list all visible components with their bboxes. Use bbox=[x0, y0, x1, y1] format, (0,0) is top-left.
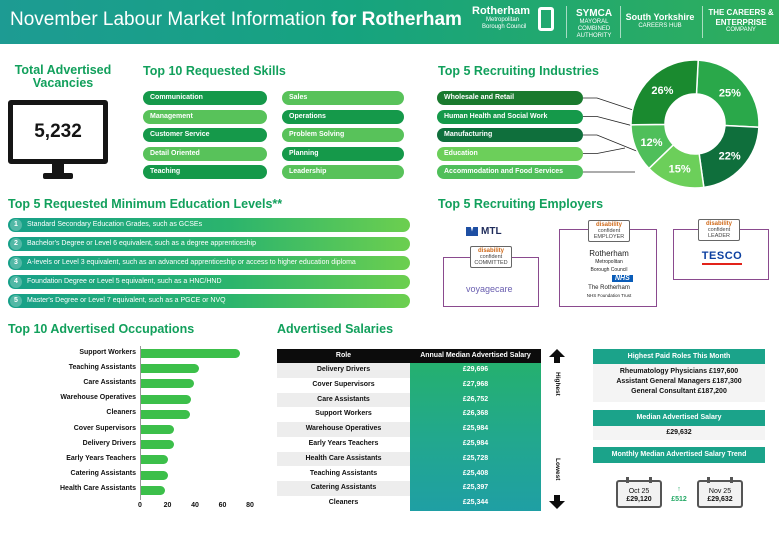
skills-col1 bbox=[143, 91, 267, 179]
salary-value-cell: £25,397 bbox=[462, 484, 489, 492]
arrow-down-icon bbox=[549, 495, 565, 509]
rotherham-r-icon bbox=[538, 7, 554, 31]
salary-row bbox=[277, 407, 541, 422]
trend-left-value: £29,120 bbox=[626, 496, 652, 503]
industries-heading: Top 5 Recruiting Industries bbox=[438, 64, 599, 78]
donut-slice-label: 25% bbox=[718, 87, 741, 100]
occupation-x-tick: 60 bbox=[218, 502, 227, 509]
occupation-label: Health Care Assistants bbox=[60, 485, 136, 493]
salary-role-cell: Support Workers bbox=[277, 407, 410, 422]
education-item bbox=[8, 218, 410, 232]
occupation-label: Cleaners bbox=[106, 409, 136, 417]
salary-value-cell: £25,728 bbox=[462, 454, 489, 462]
education-text: Foundation Degree or Level 5 equivalent, such as a HNC/HND bbox=[27, 278, 222, 285]
education-number: 2 bbox=[10, 238, 22, 250]
occupation-bar bbox=[140, 349, 240, 358]
occupation-label: Care Assistants bbox=[83, 378, 136, 386]
badge-text: confident bbox=[479, 254, 503, 260]
logo-text: Rotherham bbox=[472, 5, 531, 17]
salary-row bbox=[277, 496, 541, 511]
badge-text: confident bbox=[597, 228, 621, 234]
occupation-bar bbox=[140, 425, 174, 434]
salary-value-cell: £25,984 bbox=[462, 425, 489, 433]
logo-text: SYMCA bbox=[575, 8, 613, 19]
calendar-nov-icon bbox=[697, 480, 743, 508]
monitor-stand bbox=[52, 164, 64, 173]
salary-row bbox=[277, 378, 541, 393]
highest-paid-item: Rheumatology Physicians £197,600 bbox=[619, 368, 739, 375]
badge-text: LEADER bbox=[707, 233, 730, 239]
mtl-logo bbox=[466, 226, 502, 237]
lowest-label: Lowest bbox=[554, 458, 561, 481]
salary-role-cell: Cover Supervisors bbox=[277, 378, 410, 393]
header-banner bbox=[0, 0, 779, 44]
salary-table-header bbox=[277, 349, 541, 363]
mtl-mark-icon bbox=[466, 227, 478, 236]
highest-label: Highest bbox=[554, 372, 561, 396]
voyagecare-logo: voyagecare bbox=[466, 284, 513, 294]
median-heading: Median Advertised Salary bbox=[593, 410, 765, 426]
education-number: 1 bbox=[10, 219, 22, 231]
role-column-header: Role bbox=[335, 352, 352, 359]
page-title bbox=[10, 9, 462, 31]
occupation-axis-line bbox=[140, 346, 141, 500]
salary-row bbox=[277, 481, 541, 496]
median-value: £29,632 bbox=[593, 426, 765, 440]
rotherham-council-employer-logo bbox=[560, 250, 658, 274]
calendar-ring bbox=[626, 477, 629, 483]
calendar-ring bbox=[707, 477, 710, 483]
occupation-x-tick: 20 bbox=[163, 502, 172, 509]
badge-text: EMPLOYER bbox=[593, 234, 625, 240]
industry-pill: Education bbox=[437, 147, 583, 161]
skill-pill: Teaching bbox=[143, 165, 267, 179]
highest-paid-item: Assistant General Managers £187,300 bbox=[616, 378, 742, 385]
occupation-bar bbox=[140, 410, 190, 419]
education-text: A-levels or Level 3 equivalent, such as an advanced apprenticeship or access to higher education diploma bbox=[27, 259, 356, 266]
occupation-label: Catering Assistants bbox=[70, 470, 136, 478]
monitor-base bbox=[43, 173, 73, 179]
highest-paid-list bbox=[593, 364, 765, 402]
salary-column-header: Annual Median Advertised Salary bbox=[420, 352, 531, 359]
highest-paid-heading: Highest Paid Roles This Month bbox=[593, 349, 765, 364]
symca-logo bbox=[572, 9, 616, 40]
badge-text: disability bbox=[705, 221, 732, 227]
employer-text: NHS Foundation Trust bbox=[586, 293, 632, 298]
skills-heading: Top 10 Requested Skills bbox=[143, 64, 286, 78]
tesco-stripe bbox=[702, 263, 742, 265]
skills-col2 bbox=[282, 91, 404, 179]
occupation-label: Teaching Assistants bbox=[68, 363, 136, 371]
salary-role-cell: Teaching Assistants bbox=[277, 467, 410, 482]
skill-pill: Sales bbox=[282, 91, 404, 105]
occupation-label: Cover Supervisors bbox=[73, 424, 136, 432]
vacancies-heading: Total Advertised Vacancies bbox=[14, 63, 112, 90]
nhs-logo: NHS bbox=[612, 275, 633, 282]
logo-text: CAREERS HUB bbox=[638, 23, 682, 29]
logo-text: ENTERPRISE bbox=[715, 18, 767, 27]
logo-text: Metropolitan bbox=[486, 17, 520, 23]
trend-right-month: Nov 25 bbox=[708, 488, 732, 495]
occupation-bar bbox=[140, 455, 168, 464]
salary-role-cell: Catering Assistants bbox=[277, 481, 410, 496]
salary-value-cell: £25,408 bbox=[462, 469, 489, 477]
industries-list bbox=[437, 91, 583, 184]
calendar-ring bbox=[649, 477, 652, 483]
rotherham-employer-box bbox=[559, 222, 657, 307]
logo-text: Borough Council bbox=[482, 24, 527, 30]
divider bbox=[566, 6, 567, 38]
salary-role-cell: Cleaners bbox=[277, 496, 410, 511]
industry-connector-line bbox=[583, 148, 625, 154]
skill-pill: Problem Solving bbox=[282, 128, 404, 142]
salary-role-cell: Early Years Teachers bbox=[277, 437, 410, 452]
employer-text: Rotherham bbox=[589, 249, 629, 258]
occupations-heading: Top 10 Advertised Occupations bbox=[8, 322, 195, 336]
occupation-bar bbox=[140, 440, 174, 449]
highest-paid-item: General Consultant £187,200 bbox=[631, 388, 727, 395]
arrow-up-icon bbox=[549, 349, 565, 363]
salary-role-cell: Health Care Assistants bbox=[277, 452, 410, 467]
employer-text: Borough Council bbox=[590, 267, 628, 273]
salaries-heading: Advertised Salaries bbox=[277, 322, 394, 336]
disability-confident-badge bbox=[588, 220, 630, 242]
occupation-x-tick: 0 bbox=[138, 502, 142, 509]
education-number: 5 bbox=[10, 295, 22, 307]
skill-pill: Management bbox=[143, 110, 267, 124]
education-text: Standard Secondary Education Grades, such as GCSEs bbox=[27, 221, 203, 228]
occupation-label: Warehouse Operatives bbox=[60, 394, 136, 402]
badge-text: confident bbox=[707, 227, 731, 233]
salary-row bbox=[277, 452, 541, 467]
tesco-logo: TESCO bbox=[701, 250, 743, 262]
salary-value-cell: £25,984 bbox=[462, 440, 489, 447]
skill-pill: Operations bbox=[282, 110, 404, 124]
education-item bbox=[8, 256, 410, 270]
skill-pill: Detail Oriented bbox=[143, 147, 267, 161]
education-number: 4 bbox=[10, 276, 22, 288]
salary-row bbox=[277, 393, 541, 408]
employers-heading: Top 5 Recruiting Employers bbox=[438, 197, 604, 211]
calendar-ring bbox=[730, 477, 733, 483]
trend-right-value: £29,632 bbox=[707, 496, 733, 503]
industry-pill: Human Health and Social Work bbox=[437, 110, 583, 124]
badge-text: disability bbox=[595, 222, 622, 228]
salary-role-cell: Care Assistants bbox=[277, 393, 410, 408]
occupation-bar bbox=[140, 395, 191, 404]
tesco-box bbox=[673, 221, 769, 280]
salary-value-cell: £26,752 bbox=[462, 395, 489, 403]
industry-pill: Wholesale and Retail bbox=[437, 91, 583, 105]
occupation-bar bbox=[140, 471, 168, 480]
donut-slice-label: 12% bbox=[640, 136, 663, 149]
education-heading: Top 5 Requested Minimum Education Levels** bbox=[8, 197, 283, 211]
rotherham-council-logo bbox=[472, 6, 540, 31]
occupation-label: Early Years Teachers bbox=[66, 454, 136, 462]
skill-pill: Communication bbox=[143, 91, 267, 105]
logo-text: South Yorkshire bbox=[625, 12, 695, 22]
title-bold: for Rotherham bbox=[331, 9, 462, 30]
salary-value-cell: £25,344 bbox=[462, 499, 489, 507]
title-plain: November Labour Market Information bbox=[10, 9, 332, 30]
skill-pill: Customer Service bbox=[143, 128, 267, 142]
monitor-icon bbox=[8, 100, 108, 164]
industry-pill: Accommodation and Food Services bbox=[437, 165, 583, 179]
trend-arrow-icon: ↑ bbox=[677, 486, 681, 493]
salary-value-cell: £26,368 bbox=[462, 410, 489, 418]
disability-confident-badge bbox=[470, 246, 512, 268]
education-item bbox=[8, 237, 410, 251]
skill-pill: Leadership bbox=[282, 165, 404, 179]
salary-row bbox=[277, 467, 541, 482]
employer-text: The Rotherham bbox=[588, 285, 630, 291]
education-text: Bachelor's Degree or Level 6 equivalent, such as a degree apprenticeship bbox=[27, 240, 256, 247]
badge-text: disability bbox=[477, 248, 504, 254]
logo-text: THE CAREERS & bbox=[708, 8, 774, 17]
employer-text: Metropolitan bbox=[595, 259, 623, 265]
salary-row bbox=[277, 437, 541, 452]
logo-text: COMBINED AUTHORITY bbox=[576, 26, 612, 39]
divider bbox=[702, 6, 703, 38]
salary-role-cell: Delivery Drivers bbox=[277, 363, 410, 378]
occupation-bar bbox=[140, 364, 199, 373]
divider bbox=[620, 6, 621, 38]
occupation-bar bbox=[140, 486, 165, 495]
education-item bbox=[8, 275, 410, 289]
mtl-text: MTL bbox=[481, 226, 502, 237]
education-item bbox=[8, 294, 410, 308]
vacancies-value: 5,232 bbox=[34, 121, 82, 142]
disability-confident-badge bbox=[698, 219, 740, 241]
logo-text: COMPANY bbox=[726, 27, 756, 33]
trend-change bbox=[668, 485, 690, 505]
education-number: 3 bbox=[10, 257, 22, 269]
occupation-bar bbox=[140, 379, 194, 388]
occupation-label: Support Workers bbox=[79, 348, 136, 356]
donut-slice-label: 15% bbox=[668, 163, 691, 176]
logo-text: MAYORAL bbox=[579, 19, 609, 25]
careers-hub-logo bbox=[624, 12, 696, 30]
salary-value-cell: £27,968 bbox=[462, 380, 489, 388]
donut-slice-label: 26% bbox=[651, 85, 674, 98]
voyagecare-box bbox=[443, 248, 539, 307]
nhs-trust-text bbox=[560, 285, 658, 300]
skill-pill: Planning bbox=[282, 147, 404, 161]
salary-role-cell: Warehouse Operatives bbox=[277, 422, 410, 437]
trend-left-month: Oct 25 bbox=[628, 488, 650, 495]
occupation-x-tick: 40 bbox=[191, 502, 199, 509]
calendar-oct-icon bbox=[616, 480, 662, 508]
salary-row bbox=[277, 363, 541, 378]
salary-value-cell: £29,696 bbox=[462, 366, 489, 373]
industries-donut-chart bbox=[620, 58, 770, 190]
careers-enterprise-logo bbox=[706, 8, 776, 34]
trend-change-value: £512 bbox=[671, 496, 687, 503]
industry-pill: Manufacturing bbox=[437, 128, 583, 142]
donut-slice-label: 22% bbox=[718, 150, 741, 163]
trend-heading: Monthly Median Advertised Salary Trend bbox=[593, 447, 765, 463]
badge-text: COMMITTED bbox=[474, 260, 508, 266]
occupation-label: Delivery Drivers bbox=[82, 439, 136, 447]
occupation-x-tick: 80 bbox=[246, 502, 254, 509]
salary-row bbox=[277, 422, 541, 437]
education-text: Master's Degree or Level 7 equivalent, such as a PGCE or NVQ bbox=[27, 297, 226, 304]
